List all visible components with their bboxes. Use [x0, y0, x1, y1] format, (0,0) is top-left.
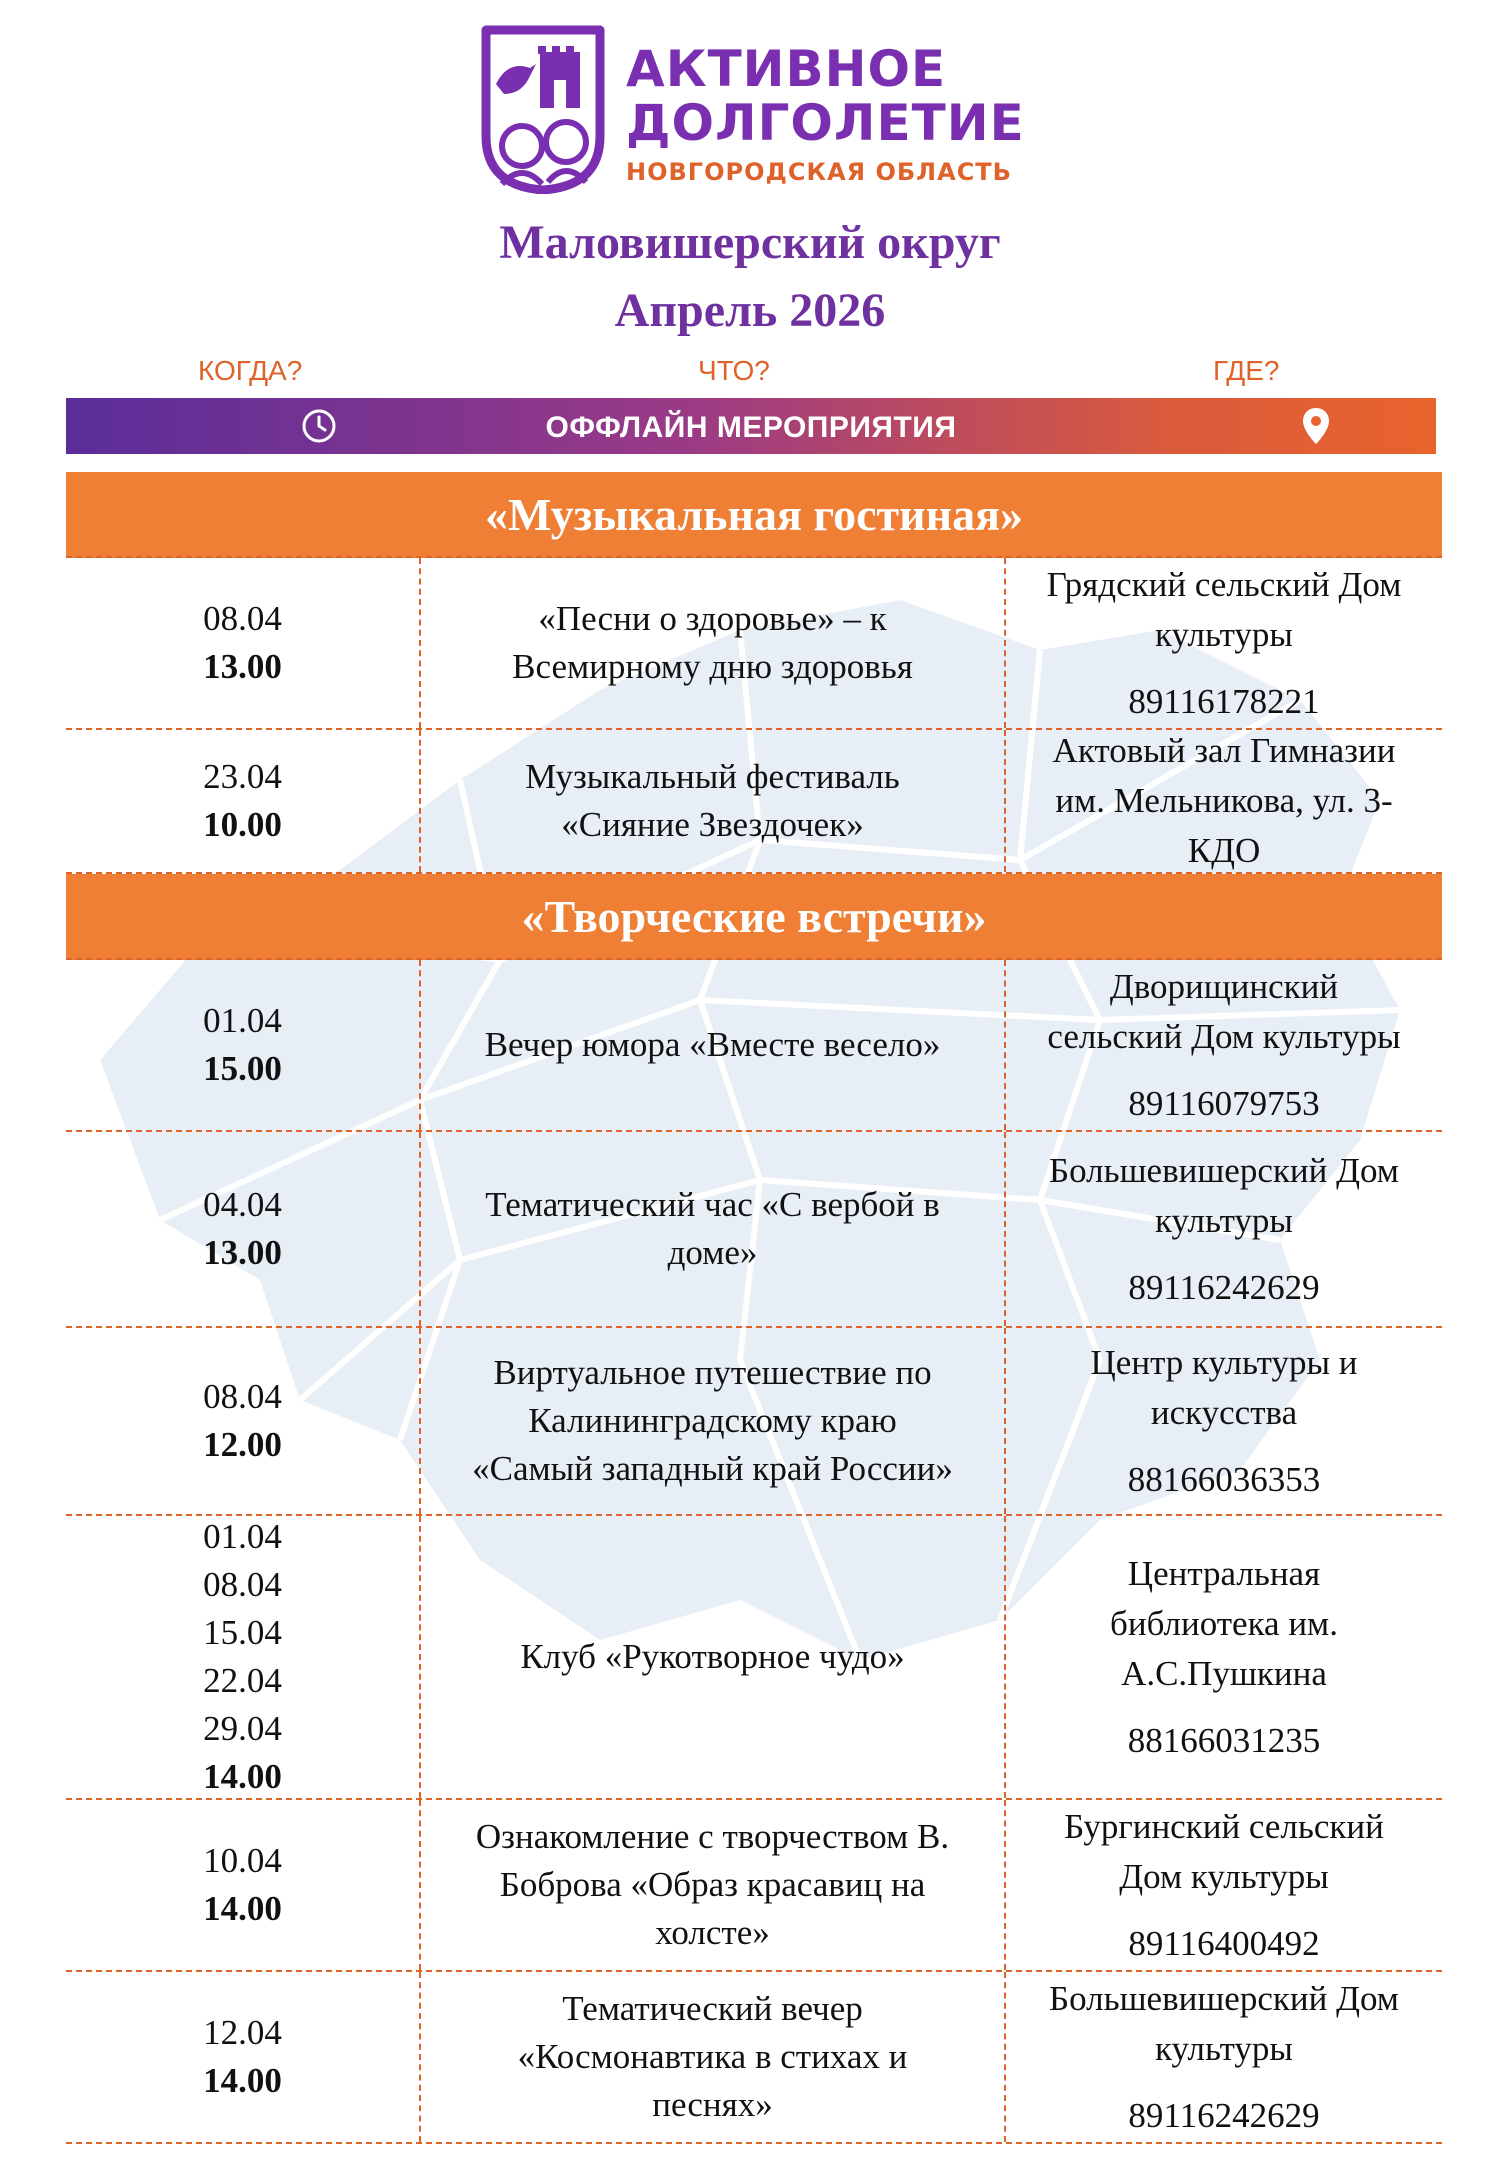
event-when-cell	[66, 1516, 421, 1798]
event-time: 10.00	[203, 805, 282, 844]
event-phone[interactable]: 88166031235	[1127, 1721, 1321, 1760]
event-place-line: им. Мельникова, ул. 3-	[1055, 781, 1393, 820]
event-place-cell	[1006, 1972, 1442, 2142]
event-place-line: Дворищинский	[1109, 967, 1339, 1006]
event-title-line: Калининградскому краю	[528, 1401, 897, 1440]
event-title-line: Тематический час «С вербой в	[485, 1185, 940, 1224]
event-when-cell	[66, 730, 421, 872]
event-title-line: Клуб «Рукотворное чудо»	[520, 1637, 905, 1676]
event-title-line: холсте»	[655, 1913, 770, 1952]
event-title-line: «Сияние Звездочек»	[561, 805, 864, 844]
event-row	[66, 1972, 1442, 2144]
event-title-cell	[421, 1800, 1006, 1970]
event-date: 08.04	[203, 1377, 282, 1416]
event-place-cell	[1006, 1328, 1442, 1514]
event-when-cell	[66, 1800, 421, 1970]
event-title-cell	[421, 730, 1006, 872]
logo-subtitle: НОВГОРОДСКАЯ ОБЛАСТЬ	[626, 158, 1012, 186]
event-when-cell	[66, 1132, 421, 1326]
event-place-line: культуры	[1155, 615, 1293, 654]
event-place-cell	[1006, 1516, 1442, 1798]
event-time: 14.00	[203, 2061, 282, 2100]
page-subtitle: Апрель 2026	[614, 284, 886, 337]
event-phone[interactable]: 89116079753	[1128, 1084, 1320, 1123]
event-row	[66, 1516, 1442, 1800]
event-place-line: КДО	[1187, 831, 1261, 870]
event-title-cell	[421, 1972, 1006, 2142]
event-place-line: Центр культуры и	[1090, 1343, 1358, 1382]
event-phone[interactable]: 89116400492	[1128, 1924, 1320, 1963]
events-schedule	[66, 472, 1442, 2144]
event-title-cell	[421, 1516, 1006, 1798]
event-time: 15.00	[203, 1049, 282, 1088]
event-when-cell	[66, 558, 421, 728]
event-place-line: Центральная	[1127, 1554, 1321, 1593]
event-place-cell	[1006, 1800, 1442, 1970]
event-date: 01.04	[203, 1001, 282, 1040]
event-time: 13.00	[203, 1233, 282, 1272]
event-title-line: Тематический вечер	[562, 1989, 863, 2028]
section-header: «Музыкальная гостиная»	[66, 472, 1442, 558]
column-labels	[0, 355, 1500, 395]
event-place-line: библиотека им.	[1110, 1604, 1338, 1643]
logo-title-line2: ДОЛГОЛЕТИЕ	[626, 94, 1025, 152]
section-header: «Творческие встречи»	[66, 874, 1442, 960]
event-place-line: А.С.Пушкина	[1121, 1654, 1327, 1693]
event-date: 15.04	[203, 1613, 282, 1652]
event-when-cell	[66, 960, 421, 1130]
event-place-line: Большевишерский Дом	[1049, 1979, 1399, 2018]
event-date: 29.04	[203, 1709, 282, 1748]
event-place-line: искусства	[1150, 1393, 1298, 1432]
event-time: 14.00	[203, 1757, 282, 1796]
logo-emblem-icon	[478, 24, 608, 194]
event-place-line: Грядский сельский Дом	[1046, 565, 1402, 604]
event-title-line: «Песни о здоровье» – к	[538, 599, 887, 638]
event-title-line: песнях»	[652, 2085, 773, 2124]
event-place-line: культуры	[1155, 1201, 1293, 1240]
event-date: 22.04	[203, 1661, 282, 1700]
event-date: 08.04	[203, 1565, 282, 1604]
event-phone[interactable]: 89116242629	[1128, 1268, 1320, 1307]
event-title-line: «Самый западный край России»	[472, 1449, 953, 1488]
column-label-when: КОГДА?	[198, 355, 303, 386]
event-row	[66, 1800, 1442, 1972]
event-date: 12.04	[203, 2013, 282, 2052]
event-place-line: Большевишерский Дом	[1049, 1151, 1399, 1190]
event-time: 14.00	[203, 1889, 282, 1928]
event-place-cell	[1006, 960, 1442, 1130]
page-title: Маловишерский округ	[499, 216, 1001, 269]
event-place-cell	[1006, 1132, 1442, 1326]
event-title-line: Вечер юмора «Вместе весело»	[484, 1025, 941, 1064]
event-title-line: доме»	[667, 1233, 758, 1272]
event-date: 23.04	[203, 757, 282, 796]
banner-label: ОФФЛАЙН МЕРОПРИЯТИЯ	[545, 411, 957, 444]
event-place-line: Актовый зал Гимназии	[1052, 731, 1396, 770]
event-time: 12.00	[203, 1425, 282, 1464]
event-title-line: Ознакомление с творчеством В.	[475, 1817, 950, 1856]
column-label-where: ГДЕ?	[1213, 355, 1280, 386]
event-when-cell	[66, 1328, 421, 1514]
event-title-cell	[421, 1328, 1006, 1514]
event-row	[66, 1132, 1442, 1328]
event-title-line: Виртуальное путешествие по	[493, 1353, 932, 1392]
map-pin-icon	[1301, 406, 1331, 446]
logo	[468, 20, 1048, 200]
offline-events-banner	[66, 398, 1436, 454]
event-phone[interactable]: 88166036353	[1127, 1460, 1321, 1499]
event-when-cell	[66, 1972, 421, 2142]
event-phone[interactable]: 89116242629	[1128, 2096, 1320, 2135]
event-row	[66, 1328, 1442, 1516]
event-place-line: сельский Дом культуры	[1047, 1017, 1401, 1056]
event-date: 01.04	[203, 1517, 282, 1556]
event-row	[66, 960, 1442, 1132]
event-date: 08.04	[203, 599, 282, 638]
event-place-line: Бургинский сельский	[1064, 1807, 1384, 1846]
event-title-cell	[421, 558, 1006, 728]
event-place-line: Дом культуры	[1119, 1857, 1329, 1896]
event-place-line: культуры	[1155, 2029, 1293, 2068]
event-row	[66, 730, 1442, 874]
event-date: 04.04	[203, 1185, 282, 1224]
event-place-cell	[1006, 558, 1442, 728]
event-title-cell	[421, 1132, 1006, 1326]
event-title-line: Всемирному дню здоровья	[512, 647, 913, 686]
column-label-what: ЧТО?	[698, 355, 770, 386]
event-title-cell	[421, 960, 1006, 1130]
event-title-line: Боброва «Образ красавиц на	[499, 1865, 926, 1904]
event-phone[interactable]: 89116178221	[1128, 682, 1320, 721]
event-row	[66, 558, 1442, 730]
event-date: 10.04	[203, 1841, 282, 1880]
logo-title-line1: АКТИВНОЕ	[626, 40, 947, 98]
event-time: 13.00	[203, 647, 282, 686]
event-title-line: Музыкальный фестиваль	[525, 757, 900, 796]
event-title-line: «Космонавтика в стихах и	[517, 2037, 908, 2076]
event-place-cell	[1006, 730, 1442, 872]
